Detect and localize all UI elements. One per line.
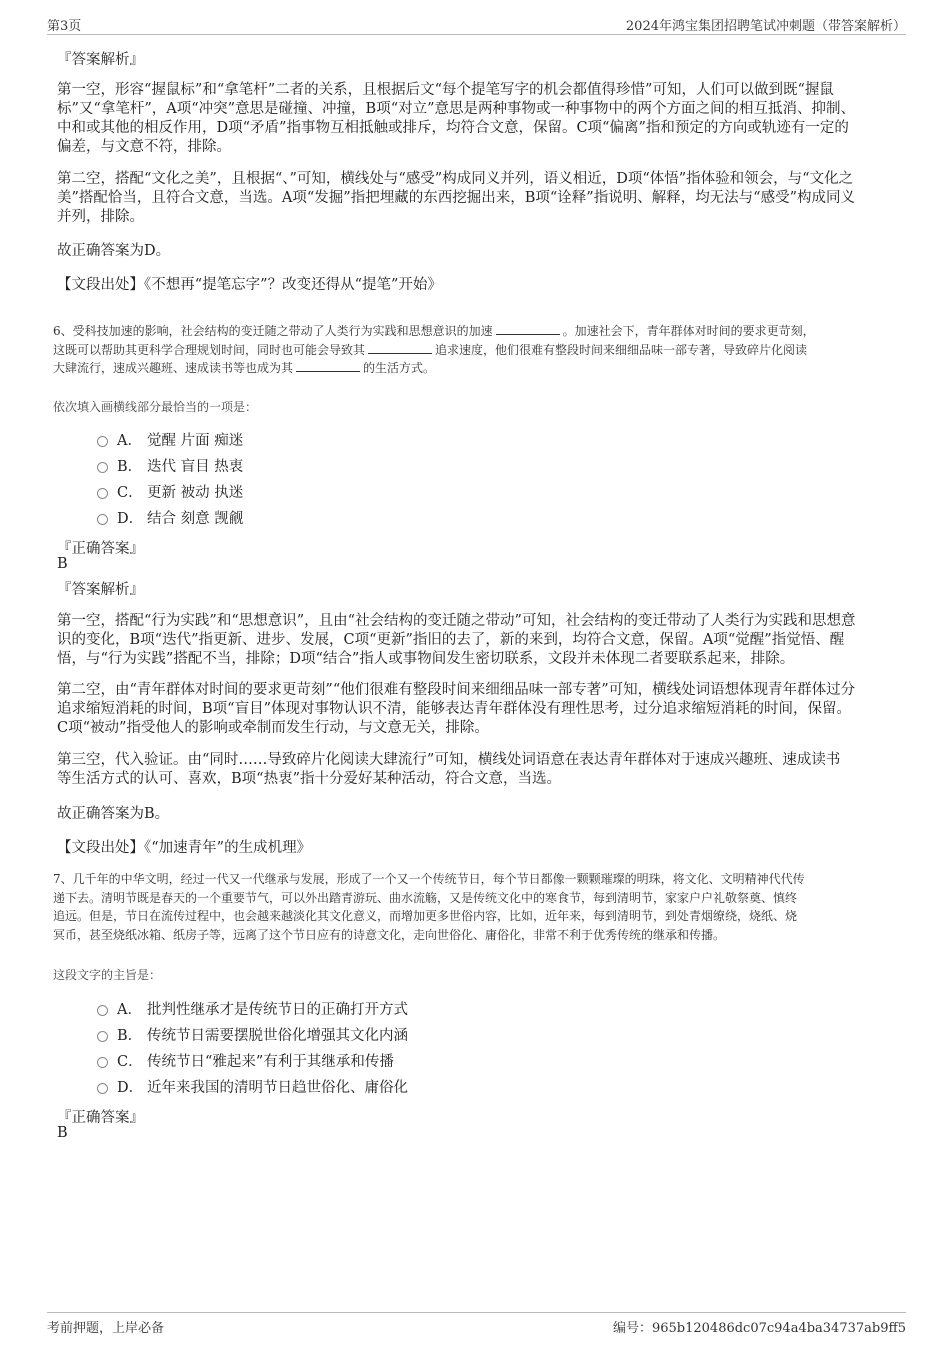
- page-header: [47, 14, 906, 35]
- radio-icon[interactable]: [97, 514, 108, 525]
- option-d[interactable]: D． 结合 刻意 觊觎: [97, 509, 243, 529]
- option-b[interactable]: B． 传统节日需要摆脱世俗化增强其文化内涵: [97, 1026, 408, 1046]
- correct-answer: B: [57, 1125, 68, 1141]
- page-number: 第3页: [47, 19, 82, 34]
- radio-icon[interactable]: [97, 1005, 108, 1016]
- footer-slogan: 考前押题，上岸必备: [47, 1321, 165, 1336]
- blank-3: [296, 359, 360, 372]
- source-citation: 【文段出处】《“加速青年”的生成机理》: [57, 840, 312, 856]
- question-7-prompt: 这段文字的主旨是：: [53, 968, 162, 982]
- correct-answer: B: [57, 556, 68, 572]
- correct-answer-label: 『正确答案』: [57, 1110, 144, 1126]
- analysis-paragraph-1: 第一空，形容“握鼠标”和“拿笔杆”二者的关系，且根据后文“每个提笔写字的机会都值得珍惜”可知，人们可以做到既“握鼠 标”又“拿笔杆”，A项“冲突”意思是碰撞、冲撞，B项“对立”意思是两种事物或一种事物中的两个方面之间的相互抵消、抑制、 中和或其他的相反作用，D项“矛盾”指事物互相抵触或排斥，均符合文意，保留。C项“偏离”指和预定的方向或轨迹有一定的 偏差，与文意不符，排除。: [57, 82, 856, 155]
- radio-icon[interactable]: [97, 462, 108, 473]
- radio-icon[interactable]: [97, 436, 108, 447]
- source-citation: 【文段出处】《不想再“提笔忘字”？改变还得从“提笔”开始》: [57, 277, 442, 293]
- analysis-paragraph-1: 第一空，搭配“行为实践”和“思想意识”，且由“社会结构的变迁随之带动”可知，社会结构的变迁带动了人类行为实践和思想意 识的变化，B项“迭代”指更新、进步、发展，C项“更新”指旧的去了，新的来到，均符合文意，保留。A项“觉醒”指觉悟、醒 悟，与“行为实践”搭配不当，排除；D项“结合”指人或事物间发生密切联系，文段并未体现二者要联系起来，排除。: [57, 613, 856, 667]
- conclusion: 故正确答案为D。: [57, 243, 171, 259]
- radio-icon[interactable]: [97, 488, 108, 499]
- radio-icon[interactable]: [97, 1031, 108, 1042]
- option-a[interactable]: A． 觉醒 片面 痴迷: [97, 431, 243, 451]
- analysis-paragraph-3: 第三空，代入验证。由“同时……导致碎片化阅读大肆流行”可知，横线处词语意在表达青年群体对于速成兴趣班、速成读书 等生活方式的认可、喜欢，B项“热衷”指十分爱好某种活动，符合文意，当选。: [57, 752, 841, 787]
- option-c[interactable]: C． 更新 被动 执迷: [97, 483, 243, 503]
- question-6-prompt: 依次填入画横线部分最恰当的一项是：: [53, 400, 258, 414]
- page-footer: [47, 1312, 906, 1335]
- option-d[interactable]: D． 近年来我国的清明节日趋世俗化、庸俗化: [97, 1078, 408, 1098]
- analysis-label: 『答案解析』: [57, 582, 144, 598]
- analysis-paragraph-2: 第二空，由“青年群体对时间的要求更苛刻”“他们很难有整段时间来细细品味一部专著”可知，横线处词语想体现青年群体过分 追求缩短消耗的时间，B项“盲目”体现对事物认识不清，能够表达青年群体没有理性思考，过分追求缩短消耗的时间，保留。 C项“被动”指受他人的影响或牵制而发生行动，与文意无关，排除。: [57, 682, 856, 736]
- document-title: 2024年鸿宝集团招聘笔试冲刺题（带答案解析）: [625, 19, 906, 34]
- radio-icon[interactable]: [97, 1083, 108, 1094]
- question-7-stem: 7、几千年的中华文明，经过一代又一代继承与发展，形成了一个又一个传统节日，每个节日都像一颗颗璀璨的明珠，将文化、文明精神代代传 递下去。清明节既是春天的一个重要节气，可以外出踏青游玩、曲水流觞，又是传统文化中的寒食节，每到清明节，家家户户礼敬祭奠、慎终 追远。但是，节日在流传过程中，也会越来越淡化其文化意义，而增加更多世俗内容，比如，近年来，每到清明节，到处青烟缭绕，烧纸、烧 冥币，甚至烧纸冰箱、纸房子等，远离了这个节日应有的诗意文化，走向世俗化、庸俗化，非常不利于优秀传统的继承和传播。: [53, 872, 805, 942]
- blank-1: [496, 322, 560, 335]
- conclusion: 故正确答案为B。: [57, 806, 170, 822]
- option-b[interactable]: B． 迭代 盲目 热衷: [97, 457, 243, 477]
- analysis-paragraph-2: 第二空，搭配“文化之美”，且根据“、”可知，横线处与“感受”构成同义并列，语义相近，D项“体悟”指体验和领会，与“文化之 美”搭配恰当，且符合文意，当选。A项“发掘”指把埋藏的东西挖掘出来，B项“诠释”指说明、解释，均无法与“感受”构成同义 并列，排除。: [57, 171, 856, 225]
- document-id: 编号：965b120486dc07c94a4ba34737ab9ff5: [612, 1321, 906, 1336]
- radio-icon[interactable]: [97, 1057, 108, 1068]
- correct-answer-label: 『正确答案』: [57, 541, 144, 557]
- option-c[interactable]: C． 传统节日“雅起来”有利于其继承和传播: [97, 1052, 394, 1072]
- question-6-stem: 6、受科技加速的影响，社会结构的变迁随之带动了人类行为实践和思想意识的加速 。加速社会下，青年群体对时间的要求更苛刻， 这既可以帮助其更科学合理规划时间，同时也可能会导致其 追求速度，他们很难有整段时间来细细品味一部专著，导致碎片化阅读 大肆流行，速成兴趣班、速成读书等也成为其 的生活方式。: [53, 324, 815, 375]
- blank-2: [368, 341, 432, 354]
- analysis-label: 『答案解析』: [57, 52, 144, 68]
- option-a[interactable]: A． 批判性继承才是传统节日的正确打开方式: [97, 1000, 408, 1020]
